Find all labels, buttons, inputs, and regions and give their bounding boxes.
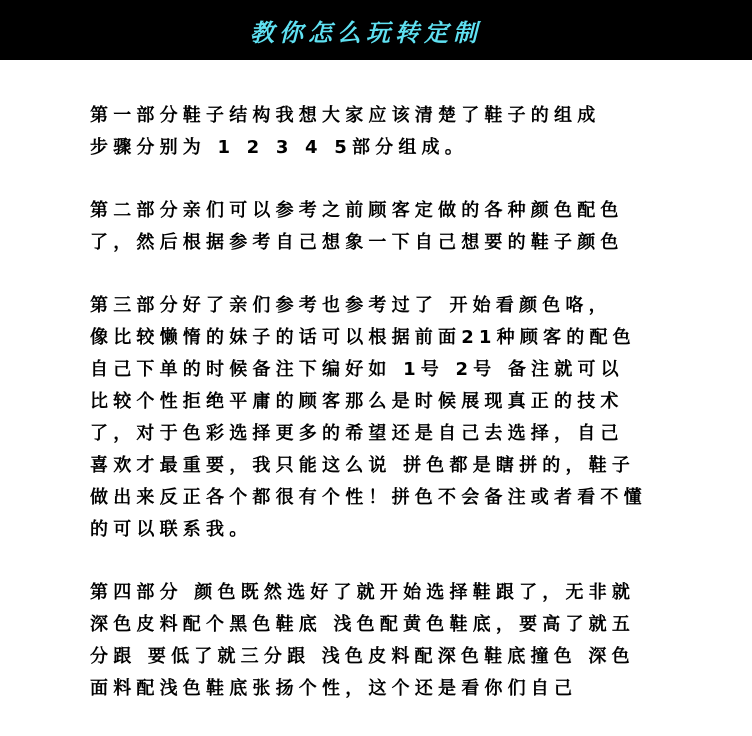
text-line: 自己下单的时候备注下编好如 1号 2号 备注就可以 (90, 359, 624, 380)
text-line: 喜欢才最重要，我只能这么说 拼色都是瞎拼的，鞋子 (90, 455, 636, 476)
article-body (90, 100, 730, 736)
text-line: 做出来反正各个都很有个性！拼色不会备注或者看不懂 (90, 487, 647, 508)
text-line: 面料配浅色鞋底张扬个性，这个还是看你们自己 (90, 678, 578, 699)
text-line: 第四部分 颜色既然选好了就开始选择鞋跟了，无非就 (90, 582, 636, 603)
text-line: 步骤分别为 1 2 3 4 5部分组成。 (90, 137, 468, 158)
text-line: 比较个性拒绝平庸的顾客那么是时候展现真正的技术 (90, 391, 624, 412)
text-line: 深色皮料配个黑色鞋底 浅色配黄色鞋底，要高了就五 (90, 614, 636, 635)
text-line: 了，对于色彩选择更多的希望还是自己去选择，自己 (90, 423, 624, 444)
text-line: 第三部分好了亲们参考也参考过了 开始看颜色咯， (90, 295, 612, 316)
text-line: 分跟 要低了就三分跟 浅色皮料配深色鞋底撞色 深色 (90, 646, 635, 667)
banner-title: 教你怎么玩转定制 (250, 17, 482, 47)
text-line: 像比较懒惰的妹子的话可以根据前面21种顾客的配色 (90, 327, 636, 348)
text-line: 了，然后根据参考自己想象一下自己想要的鞋子颜色 (90, 232, 624, 253)
text-line: 第一部分鞋子结构我想大家应该清楚了鞋子的组成 (90, 105, 601, 126)
section-part-2 (90, 195, 730, 259)
section-part-1 (90, 100, 730, 164)
header-banner (0, 0, 752, 60)
text-line: 的可以联系我。 (90, 519, 253, 540)
section-part-4 (90, 577, 730, 705)
section-part-3 (90, 290, 730, 546)
text-line: 第二部分亲们可以参考之前顾客定做的各种颜色配色 (90, 200, 624, 221)
